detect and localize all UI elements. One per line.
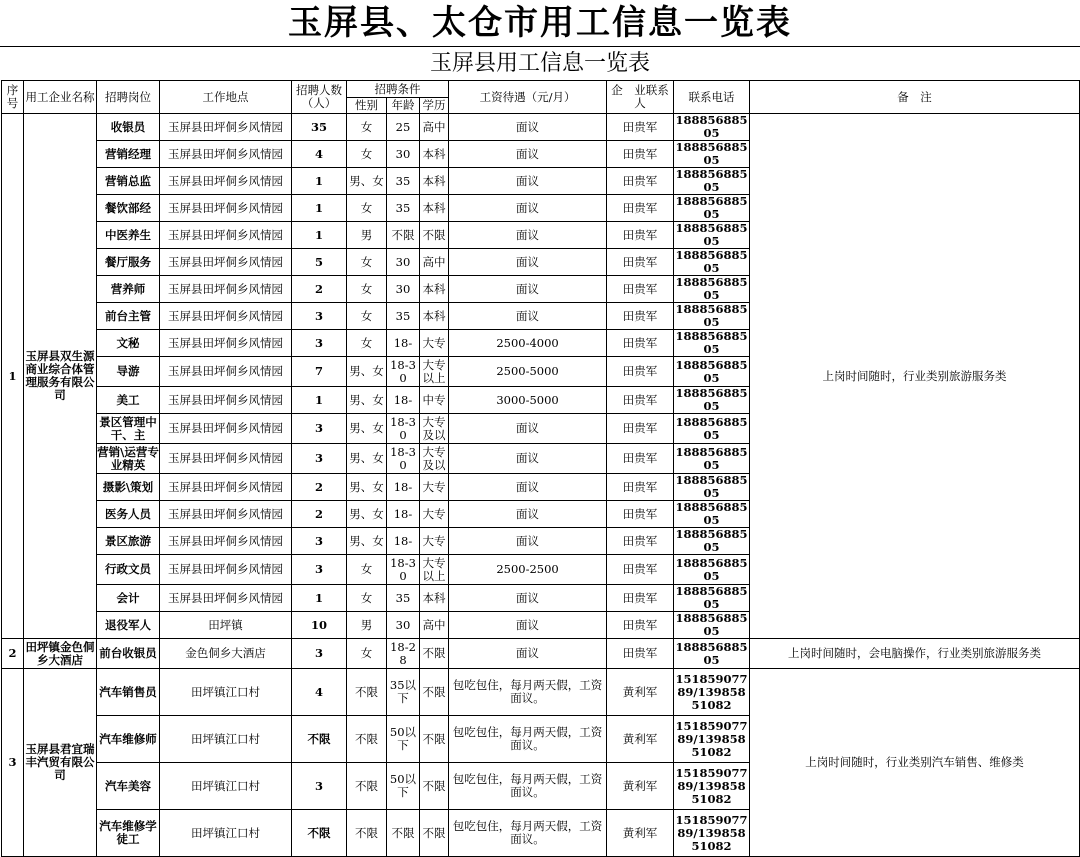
cell-gender: 女 [347, 276, 387, 303]
cell-phone: 15185907789/13985851082 [674, 763, 750, 810]
cell-gender: 不限 [347, 669, 387, 716]
cell-count: 2 [292, 474, 347, 501]
cell-age: 18- [387, 330, 420, 357]
group-company: 玉屏县双生源商业综合体管理服务有限公司 [24, 114, 97, 639]
cell-contact: 田贵军 [607, 330, 674, 357]
cell-gender: 男、女 [347, 528, 387, 555]
cell-contact: 田贵军 [607, 474, 674, 501]
job-table [1, 80, 1080, 857]
cell-gender: 女 [347, 303, 387, 330]
cell-count: 4 [292, 141, 347, 168]
cell-phone: 18885688505 [675, 113, 748, 140]
cell-location: 玉屏县田坪侗乡风情园 [160, 222, 292, 249]
cell-age: 18- [387, 387, 420, 414]
cell-edu: 不限 [420, 810, 449, 857]
cell-location: 田坪镇江口村 [160, 810, 292, 857]
cell-gender: 女 [347, 585, 387, 612]
cell-phone: 18885688505 [675, 444, 748, 472]
cell-position: 景区旅游 [97, 528, 160, 555]
header-salary: 工资待遇（元/月） [449, 81, 607, 114]
group-note: 上岗时间随时，会电脑操作，行业类别旅游服务类 [750, 639, 1080, 669]
cell-count: 10 [292, 612, 347, 639]
cell-location: 田坪镇 [160, 612, 292, 639]
cell-contact: 田贵军 [607, 612, 674, 639]
cell-salary: 2500-2500 [449, 555, 607, 585]
cell-age: 50以下 [387, 716, 420, 763]
cell-contact: 田贵军 [607, 585, 674, 612]
cell-edu: 本科 [420, 585, 449, 612]
cell-salary: 面议 [449, 414, 607, 444]
cell-salary: 面议 [449, 276, 607, 303]
cell-position: 前台收银员 [97, 639, 160, 669]
cell-count: 1 [292, 387, 347, 414]
cell-gender: 女 [347, 141, 387, 168]
cell-contact: 田贵军 [607, 528, 674, 555]
header-note: 备 注 [750, 81, 1080, 114]
cell-edu: 本科 [420, 276, 449, 303]
cell-edu: 大专 [420, 474, 449, 501]
cell-contact: 田贵军 [607, 249, 674, 276]
cell-age: 18-30 [387, 444, 420, 474]
cell-count: 2 [292, 276, 347, 303]
cell-count: 1 [292, 195, 347, 222]
cell-location: 玉屏县田坪侗乡风情园 [160, 444, 292, 474]
cell-count: 3 [292, 528, 347, 555]
cell-salary: 面议 [449, 528, 607, 555]
cell-gender: 男、女 [347, 444, 387, 474]
cell-age: 18- [387, 528, 420, 555]
header-conditions: 招聘条件 [347, 81, 449, 98]
cell-salary: 包吃包住，每月两天假，工资面议。 [449, 669, 607, 716]
cell-edu: 大专及以 [420, 444, 449, 474]
cell-count: 1 [292, 222, 347, 249]
cell-gender: 男 [347, 612, 387, 639]
cell-location: 金色侗乡大酒店 [160, 639, 292, 669]
cell-position: 汽车美容 [97, 763, 160, 810]
cell-gender: 男、女 [347, 357, 387, 387]
cell-edu: 本科 [420, 168, 449, 195]
cell-edu: 大专以上 [420, 555, 449, 585]
table-row [2, 114, 1080, 141]
cell-count: 不限 [292, 716, 347, 763]
cell-position: 前台主管 [97, 303, 160, 330]
cell-age: 30 [387, 141, 420, 168]
cell-edu: 本科 [420, 195, 449, 222]
cell-position: 汽车维修学徒工 [97, 810, 160, 857]
cell-position: 景区管理中干、主 [97, 414, 160, 444]
cell-count: 4 [292, 669, 347, 716]
cell-count: 3 [292, 330, 347, 357]
cell-position: 文秘 [97, 330, 160, 357]
cell-count: 3 [292, 763, 347, 810]
cell-phone: 18885688505 [675, 386, 748, 413]
page-title: 玉屏县、太仓市用工信息一览表 [288, 3, 792, 43]
cell-contact: 田贵军 [607, 195, 674, 222]
cell-age: 50以下 [387, 763, 420, 810]
cell-contact: 田贵军 [607, 387, 674, 414]
cell-edu: 不限 [420, 763, 449, 810]
cell-salary: 2500-4000 [449, 330, 607, 357]
cell-count: 3 [292, 555, 347, 585]
cell-contact: 田贵军 [607, 303, 674, 330]
group-company: 田坪镇金色侗乡大酒店 [25, 639, 95, 667]
cell-contact: 田贵军 [607, 168, 674, 195]
cell-edu: 大专及以 [420, 414, 449, 444]
cell-position: 营养师 [97, 276, 160, 303]
cell-phone: 18885688505 [675, 639, 748, 667]
cell-age: 18-30 [387, 555, 420, 585]
cell-location: 玉屏县田坪侗乡风情园 [160, 501, 292, 528]
cell-gender: 不限 [347, 763, 387, 810]
cell-salary: 面议 [449, 222, 607, 249]
cell-contact: 田贵军 [607, 141, 674, 168]
group-note: 上岗时间随时，行业类别旅游服务类 [750, 114, 1080, 639]
cell-age: 18-30 [387, 357, 420, 387]
cell-count: 3 [292, 639, 347, 669]
cell-salary: 包吃包住，每月两天假，工资面议。 [449, 763, 607, 810]
cell-age: 35 [387, 303, 420, 330]
cell-salary: 面议 [449, 474, 607, 501]
cell-count: 35 [292, 114, 347, 141]
cell-age: 35 [387, 195, 420, 222]
cell-age: 18- [387, 501, 420, 528]
cell-edu: 大专 [420, 330, 449, 357]
cell-salary: 包吃包住，每月两天假，工资面议。 [449, 716, 607, 763]
header-count: 招聘人数（人） [292, 81, 347, 114]
cell-position: 中医养生 [97, 222, 160, 249]
cell-gender: 男、女 [347, 168, 387, 195]
cell-phone: 18885688505 [675, 167, 748, 194]
cell-location: 玉屏县田坪侗乡风情园 [160, 555, 292, 585]
cell-gender: 男 [347, 222, 387, 249]
cell-gender: 不限 [347, 716, 387, 763]
cell-location: 玉屏县田坪侗乡风情园 [160, 195, 292, 222]
cell-count: 3 [292, 414, 347, 444]
cell-age: 35 [387, 585, 420, 612]
cell-count: 不限 [292, 810, 347, 857]
header-contact: 企 业联系人 [607, 81, 674, 114]
header-location: 工作地点 [160, 81, 292, 114]
cell-position: 营销总监 [97, 168, 160, 195]
cell-count: 3 [292, 303, 347, 330]
cell-phone: 18885688505 [675, 357, 748, 385]
cell-location: 玉屏县田坪侗乡风情园 [160, 168, 292, 195]
table-row [2, 639, 1080, 669]
cell-phone: 18885688505 [675, 140, 748, 167]
cell-phone: 18885688505 [675, 248, 748, 275]
cell-location: 田坪镇江口村 [160, 763, 292, 810]
cell-position: 行政文员 [97, 555, 160, 585]
cell-count: 5 [292, 249, 347, 276]
cell-location: 玉屏县田坪侗乡风情园 [160, 303, 292, 330]
cell-count: 1 [292, 168, 347, 195]
cell-location: 玉屏县田坪侗乡风情园 [160, 141, 292, 168]
cell-contact: 田贵军 [607, 276, 674, 303]
cell-contact: 黄利军 [607, 810, 674, 857]
cell-age: 30 [387, 249, 420, 276]
cell-contact: 黄利军 [607, 763, 674, 810]
cell-edu: 不限 [420, 669, 449, 716]
cell-position: 餐饮部经 [97, 195, 160, 222]
cell-phone: 18885688505 [675, 194, 748, 221]
cell-count: 1 [292, 585, 347, 612]
cell-position: 摄影\策划 [97, 474, 160, 501]
cell-phone: 18885688505 [675, 611, 748, 638]
cell-edu: 本科 [420, 303, 449, 330]
cell-phone: 15185907789/13985851082 [674, 810, 750, 857]
cell-contact: 田贵军 [607, 555, 674, 585]
group-note: 上岗时间随时，行业类别汽车销售、维修类 [750, 669, 1080, 857]
cell-phone: 15185907789/13985851082 [674, 669, 750, 716]
cell-edu: 不限 [420, 716, 449, 763]
cell-age: 35 [387, 168, 420, 195]
table-row [2, 669, 1080, 716]
cell-phone: 18885688505 [675, 555, 748, 583]
cell-edu: 高中 [420, 114, 449, 141]
cell-count: 3 [292, 444, 347, 474]
cell-edu: 本科 [420, 141, 449, 168]
cell-position: 营销\运营专业精英 [97, 444, 159, 472]
cell-age: 不限 [387, 810, 420, 857]
cell-position: 餐厅服务 [97, 249, 160, 276]
cell-edu: 不限 [420, 639, 449, 669]
cell-gender: 女 [347, 330, 387, 357]
cell-edu: 大专 [420, 501, 449, 528]
cell-phone: 18885688505 [675, 221, 748, 248]
group-company: 玉屏县君宜瑞丰汽贸有限公司 [24, 669, 97, 857]
header-phone: 联系电话 [674, 81, 750, 114]
cell-location: 玉屏县田坪侗乡风情园 [160, 276, 292, 303]
cell-phone: 18885688505 [675, 275, 748, 302]
cell-location: 玉屏县田坪侗乡风情园 [160, 414, 292, 444]
cell-count: 2 [292, 501, 347, 528]
cell-phone: 18885688505 [675, 527, 748, 554]
cell-count: 7 [292, 357, 347, 387]
cell-phone: 18885688505 [675, 329, 748, 356]
cell-edu: 高中 [420, 612, 449, 639]
header-company: 用工企业名称 [24, 81, 97, 114]
cell-contact: 黄利军 [607, 669, 674, 716]
cell-age: 18- [387, 474, 420, 501]
cell-salary: 面议 [449, 249, 607, 276]
cell-position: 导游 [97, 357, 160, 387]
cell-age: 35以下 [387, 669, 420, 716]
cell-salary: 3000-5000 [449, 387, 607, 414]
group-seq: 3 [2, 669, 24, 857]
cell-salary: 面议 [449, 612, 607, 639]
cell-phone: 15185907789/13985851082 [674, 716, 750, 763]
cell-gender: 女 [347, 639, 387, 669]
cell-gender: 不限 [347, 810, 387, 857]
cell-age: 25 [387, 114, 420, 141]
cell-edu: 不限 [420, 222, 449, 249]
cell-phone: 18885688505 [675, 414, 748, 442]
cell-salary: 包吃包住，每月两天假，工资面议。 [449, 810, 607, 857]
cell-salary: 面议 [449, 195, 607, 222]
cell-position: 汽车维修师 [97, 716, 160, 763]
cell-location: 玉屏县田坪侗乡风情园 [160, 330, 292, 357]
cell-position: 营销经理 [97, 141, 160, 168]
cell-contact: 黄利军 [607, 716, 674, 763]
cell-location: 玉屏县田坪侗乡风情园 [160, 528, 292, 555]
cell-location: 玉屏县田坪侗乡风情园 [160, 114, 292, 141]
cell-position: 退役军人 [97, 612, 160, 639]
cell-location: 玉屏县田坪侗乡风情园 [160, 249, 292, 276]
cell-gender: 男、女 [347, 501, 387, 528]
header-edu: 学历 [420, 98, 449, 114]
cell-position: 收银员 [97, 114, 160, 141]
cell-salary: 2500-5000 [449, 357, 607, 387]
cell-gender: 女 [347, 555, 387, 585]
cell-salary: 面议 [449, 585, 607, 612]
cell-salary: 面议 [449, 501, 607, 528]
cell-contact: 田贵军 [607, 114, 674, 141]
cell-age: 30 [387, 612, 420, 639]
cell-salary: 面议 [449, 444, 607, 474]
cell-location: 玉屏县田坪侗乡风情园 [160, 387, 292, 414]
cell-location: 田坪镇江口村 [160, 716, 292, 763]
cell-salary: 面议 [449, 141, 607, 168]
cell-age: 18-28 [387, 639, 420, 669]
cell-contact: 田贵军 [607, 357, 674, 387]
cell-edu: 中专 [420, 387, 449, 414]
cell-edu: 大专以上 [420, 357, 449, 387]
cell-salary: 面议 [449, 639, 607, 669]
cell-contact: 田贵军 [607, 501, 674, 528]
header-age: 年龄 [387, 98, 420, 114]
cell-edu: 大专 [420, 528, 449, 555]
cell-phone: 18885688505 [675, 500, 748, 527]
group-seq: 2 [2, 639, 24, 669]
cell-location: 玉屏县田坪侗乡风情园 [160, 474, 292, 501]
cell-phone: 18885688505 [675, 584, 748, 611]
cell-position: 美工 [97, 387, 160, 414]
cell-gender: 女 [347, 249, 387, 276]
cell-edu: 高中 [420, 249, 449, 276]
cell-location: 玉屏县田坪侗乡风情园 [160, 585, 292, 612]
cell-gender: 女 [347, 195, 387, 222]
cell-salary: 面议 [449, 303, 607, 330]
cell-salary: 面议 [449, 168, 607, 195]
group-seq: 1 [2, 114, 24, 639]
cell-age: 18-30 [387, 414, 420, 444]
cell-salary: 面议 [449, 114, 607, 141]
cell-contact: 田贵军 [607, 222, 674, 249]
cell-gender: 女 [347, 114, 387, 141]
cell-position: 医务人员 [97, 501, 160, 528]
cell-location: 田坪镇江口村 [160, 669, 292, 716]
cell-phone: 18885688505 [675, 302, 748, 329]
header-seq: 序号 [2, 81, 24, 114]
cell-phone: 18885688505 [675, 473, 748, 500]
cell-location: 玉屏县田坪侗乡风情园 [160, 357, 292, 387]
cell-position: 汽车销售员 [97, 669, 160, 716]
cell-contact: 田贵军 [607, 444, 674, 474]
cell-gender: 男、女 [347, 414, 387, 444]
cell-gender: 男、女 [347, 387, 387, 414]
page-subtitle: 玉屏县用工信息一览表 [0, 46, 1080, 80]
cell-position: 会计 [97, 585, 160, 612]
cell-contact: 田贵军 [607, 639, 674, 669]
header-gender: 性别 [347, 98, 387, 114]
cell-contact: 田贵军 [607, 414, 674, 444]
header-position: 招聘岗位 [97, 81, 160, 114]
cell-age: 30 [387, 276, 420, 303]
cell-gender: 男、女 [347, 474, 387, 501]
cell-age: 不限 [387, 222, 420, 249]
